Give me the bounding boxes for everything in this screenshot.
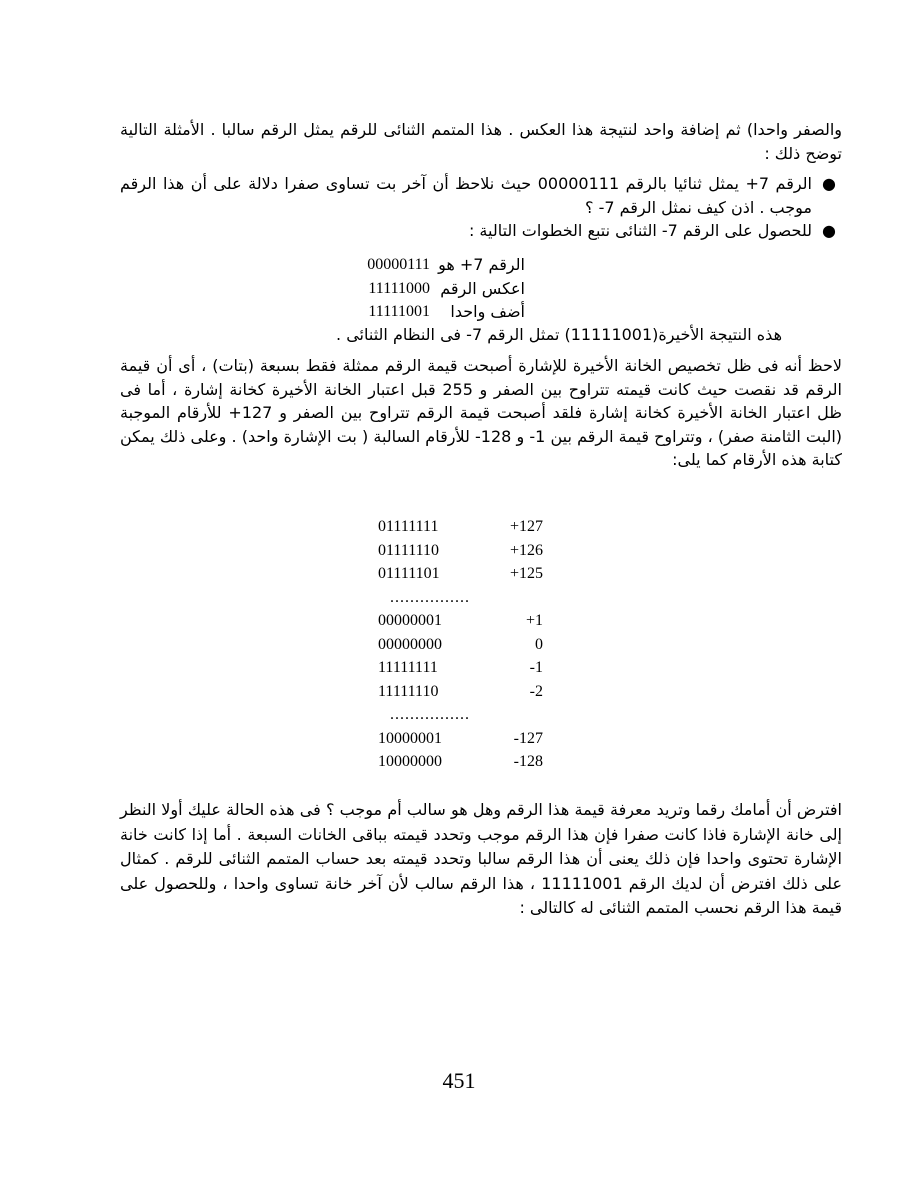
decimal-value: -128 bbox=[513, 753, 543, 770]
steps-list bbox=[367, 253, 525, 324]
decimal-value: +127 bbox=[509, 518, 543, 535]
table-row bbox=[378, 750, 578, 774]
table-row bbox=[378, 633, 578, 657]
step-value: 11111001 bbox=[368, 303, 430, 320]
paragraph-sign-determination: افترض أن أمامك رقما وتريد معرفة قيمة هذا الرقم وهل هو سالب أم موجب ؟ فى هذه الحالة عليك أولا النظر إلى خانة الإشارة فاذا كانت صفرا فإن هذا الرقم موجب وتحدد قيمته بباقى الخانات السبعة . أما إذا كانت خانة الإشارة تحتوى واحدا فإن ذلك يعنى أن هذا الرقم سالبا وتحدد قيمته بعد حساب المتمم الثنائى للرقم . كمثال على ذلك افترض أن لديك الرقم 11111001 ، هذا الرقم سالب لأن آخر خانة تساوى واحدا ، وللحصول على قيمة هذا الرقم نحسب المتمم الثنائى له كالتالى : bbox=[120, 800, 843, 917]
step-value: 00000111 bbox=[367, 256, 430, 273]
bullet-list bbox=[120, 172, 842, 243]
table-row bbox=[378, 656, 578, 680]
page-number: 451 bbox=[442, 1068, 476, 1093]
binary-value: 11111110 bbox=[378, 682, 439, 700]
paragraph-explanation: لاحظ أنه فى ظل تخصيص الخانة الأخيرة للإشارة أصبحت قيمة الرقم ممثلة فقط بسبعة (بتات) ، أى أن قيمة الرقم قد نقصت حيث كانت قيمته تتراوح بين الصفر و 255 قبل اعتبار الخانة الأخيرة كخانة إشارة ، أما فى ظل اعتبار الخانة الأخيرة كخانة إشارة فلقد أصبحت قيمة الرقم تتراوح بين الصفر و 127+ للأرقام الموجبة (البت الثامنة صفر) ، وتتراوح قيمة الرقم بين 1- و 128- للأرقام السالبة ( بت الإشارة واحد) . وعلى ذلك يمكن كتابة هذه الأرقام كما يلى: bbox=[120, 356, 843, 469]
binary-value: 11111111 bbox=[378, 659, 438, 676]
ellipsis-separator: ................ bbox=[390, 706, 470, 723]
table-row bbox=[378, 539, 578, 563]
binary-value: 00000001 bbox=[378, 612, 442, 629]
step-label: اعكس الرقم bbox=[440, 278, 525, 298]
table-row bbox=[378, 562, 578, 586]
binary-value: 10000001 bbox=[378, 729, 442, 747]
step-value: 11111000 bbox=[368, 279, 430, 297]
decimal-value: 0 bbox=[535, 635, 543, 653]
bullet-dot-icon: ● bbox=[822, 174, 836, 193]
table-row bbox=[378, 727, 578, 751]
binary-value: 01111111 bbox=[378, 518, 439, 535]
table-row bbox=[378, 609, 578, 633]
decimal-value: +125 bbox=[509, 565, 543, 582]
step-row bbox=[367, 277, 525, 301]
bullet-item bbox=[120, 219, 842, 243]
step-row bbox=[367, 253, 525, 277]
ellipsis-separator: ................ bbox=[390, 588, 470, 606]
table-row bbox=[378, 515, 578, 539]
binary-value: 01111101 bbox=[378, 565, 440, 582]
bullet-text: للحصول على الرقم 7- الثنائى نتبع الخطوات التالية : bbox=[468, 221, 812, 240]
step-label: الرقم 7+ هو bbox=[438, 255, 525, 274]
table-row bbox=[378, 680, 578, 704]
bullet-text: الرقم 7+ يمثل ثنائيا بالرقم 00000111 حيث نلاحظ أن آخر بت تساوى صفرا دلالة على أن هذا الرقم موجب . اذن كيف نمثل الرقم 7- ؟ bbox=[120, 174, 812, 217]
paragraph-result: هذه النتيجة الأخيرة(11111001) تمثل الرقم 7- فى النظام الثنائى . bbox=[336, 325, 782, 344]
decimal-value: +1 bbox=[525, 612, 543, 629]
step-label: أضف واحدا bbox=[450, 302, 525, 321]
binary-value: 01111110 bbox=[378, 541, 440, 559]
decimal-value: +126 bbox=[509, 541, 543, 559]
decimal-value: -1 bbox=[529, 659, 543, 676]
binary-table bbox=[378, 515, 578, 774]
decimal-value: -127 bbox=[513, 729, 543, 747]
binary-value: 10000000 bbox=[378, 753, 442, 770]
binary-value: 00000000 bbox=[378, 635, 442, 653]
bullet-dot-icon: ● bbox=[822, 221, 836, 240]
decimal-value: -2 bbox=[529, 682, 543, 700]
bullet-item bbox=[120, 172, 842, 219]
step-row bbox=[367, 300, 525, 324]
paragraph-intro: والصفر واحدا) ثم إضافة واحد لنتيجة هذا العكس . هذا المتمم الثنائى للرقم يمثل الرقم سالبا . الأمثلة التالية توضح ذلك : bbox=[120, 120, 842, 163]
